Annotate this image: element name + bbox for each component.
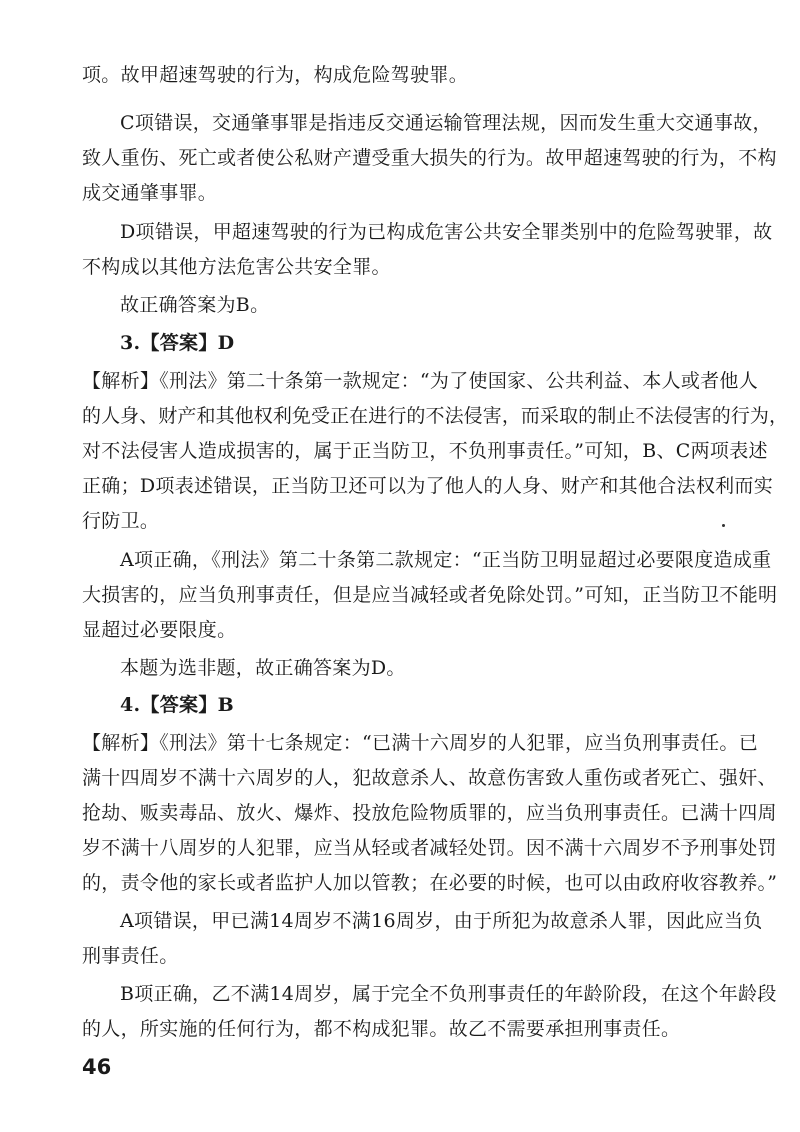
- text-line: 对不法侵害人造成损害的，属于正当防卫，不负刑事责任。”可知，B、C两项表述: [82, 440, 768, 462]
- text-line: 不构成以其他方法危害公共安全罪。: [82, 256, 391, 278]
- text-line: A项正确，《刑法》第二十条第二款规定：“正当防卫明显超过必要限度造成重: [120, 549, 772, 571]
- analysis-line: 【解析】《刑法》第十七条规定：“已满十六周岁的人犯罪，应当负刑事责任。已: [82, 732, 759, 754]
- page-number: 46: [82, 1055, 112, 1079]
- text-line: 致人重伤、死亡或者使公私财产遭受重大损失的行为。故甲超速驾驶的行为，不构: [82, 147, 777, 169]
- scan-speck: [722, 524, 725, 527]
- analysis-line: 【解析】《刑法》第二十条第一款规定：“为了使国家、公共利益、本人或者他人: [82, 370, 759, 392]
- text-line: A项错误，甲已满14周岁不满16周岁，由于所犯为故意杀人罪，因此应当负: [120, 910, 763, 932]
- text-line: B项正确，乙不满14周岁，属于完全不负刑事责任的年龄阶段，在这个年龄段: [120, 983, 777, 1005]
- text-line: 行防卫。: [82, 510, 160, 532]
- text-line: 正确；D项表述错误，正当防卫还可以为了他人的人身、财产和其他合法权利而实: [82, 475, 774, 497]
- text-line: 成交通肇事罪。: [82, 182, 218, 204]
- answer-heading: 3.【答案】D: [120, 332, 235, 354]
- text-line: 岁不满十八周岁的人犯罪，应当从轻或者减轻处罚。因不满十六周岁不予刑事处罚: [82, 837, 777, 859]
- text-line: D项错误，甲超速驾驶的行为已构成危害公共安全罪类别中的危险驾驶罪，故: [120, 221, 773, 243]
- text-line: 抢劫、贩卖毒品、放火、爆炸、投放危险物质罪的，应当负刑事责任。已满十四周: [82, 802, 777, 824]
- answer-heading: 4.【答案】B: [120, 694, 234, 716]
- text-line: 大损害的，应当负刑事责任，但是应当减轻或者免除处罚。”可知，正当防卫不能明: [82, 584, 778, 606]
- text-line: 项。故甲超速驾驶的行为，构成危险驾驶罪。: [82, 64, 469, 86]
- text-line: 满十四周岁不满十六周岁的人，犯故意杀人、故意伤害致人重伤或者死亡、强奸、: [82, 767, 777, 789]
- text-line: 本题为选非题，故正确答案为D。: [120, 657, 406, 679]
- text-line: 刑事责任。: [82, 945, 179, 967]
- text-line: 显超过必要限度。: [82, 619, 237, 641]
- text-line: C项错误，交通肇事罪是指违反交通运输管理法规，因而发生重大交通事故，: [120, 112, 772, 134]
- text-line: 的人，所实施的任何行为，都不构成犯罪。故乙不需要承担刑事责任。: [82, 1018, 681, 1040]
- text-line: 故正确答案为B。: [120, 294, 270, 316]
- text-line: 的，责令他的家长或者监护人加以管教；在必要的时候，也可以由政府收容教养。”: [82, 872, 778, 894]
- text-line: 的人身、财产和其他权利免受正在进行的不法侵害，而采取的制止不法侵害的行为，: [82, 405, 789, 427]
